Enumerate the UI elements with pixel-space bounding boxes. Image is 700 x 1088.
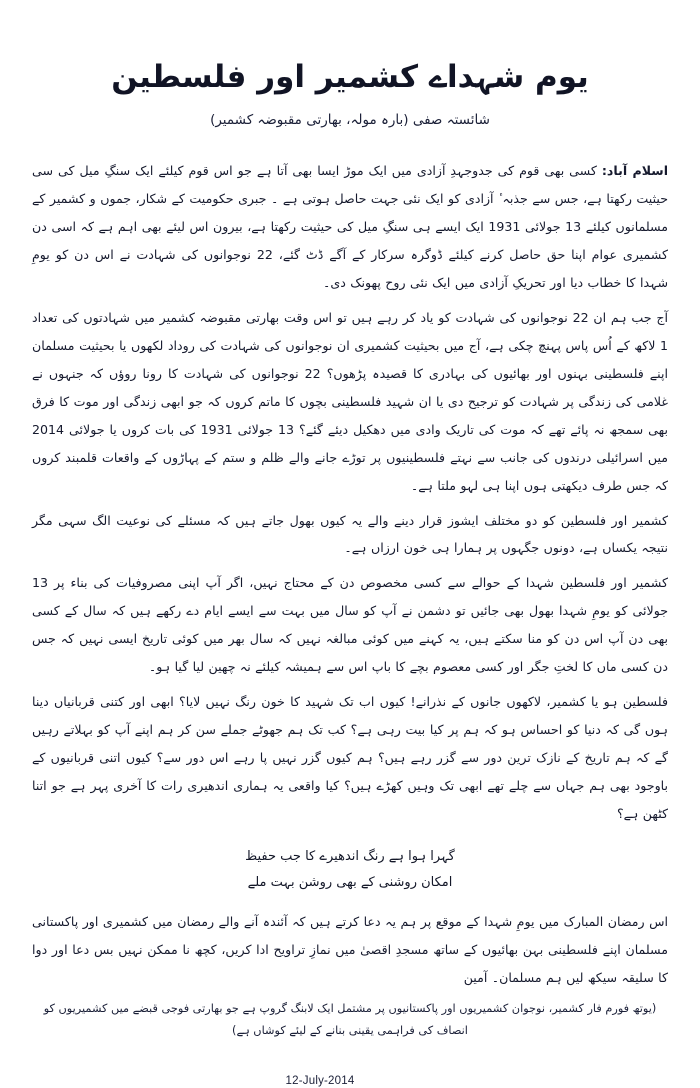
author-byline: شائستہ صفی (بارہ مولہ، بھارتی مقبوضہ کشمیر) — [210, 111, 490, 128]
dateline: اسلام آباد: — [601, 163, 669, 179]
paragraph-text: فلسطین ہو یا کشمیر، لاکھوں جانوں کے نذرانے! کیوں اب تک شہید کا خون رنگ نہیں لایا؟ ابھی اور کتنی قربانیاں دینا ہوں گی کہ دنیا کو احساس ہو کہ ہم پر کیا بیت رہی ہے؟ کب تک ہم جھوٹے جملے سن کر ہم اپنے آپ کو بہلاتے رہیں گے کہ ہم تاریخ کے نازک ترین دور سے گزر رہے ہیں؟ ہم کیوں گزر نہیں پا رہے اس دور سے؟ کیوں اتنی قربانیوں کے باوجود بھی ہم جہاں سے چلے تھے ابھی تک وہیں کھڑے ہیں؟ کیا واقعی یہ ہماری اندھیری رات کا آخری پہر ہے جو اتنا کٹھن ہے؟ — [32, 694, 668, 822]
couplet-line-2: امکان روشنی کے بھی روشن بہت ملے — [247, 875, 453, 891]
paragraph-2 — [32, 304, 668, 500]
paragraph-text: کشمیر اور فلسطین کو دو مختلف ایشوز قرار دینے والے یہ کیوں بھول جاتے ہیں کہ مسئلے کی نوعیت الگ سہی مگر نتیجہ یکساں ہے، دونوں جگہوں پر ہمارا ہی خون ارزاں ہے۔ — [32, 512, 668, 556]
paragraph-text: آج جب ہم ان 22 نوجوانوں کی شہادت کو یاد کر رہے ہیں تو اس وقت بھارتی مقبوضہ کشمیر میں شہادتوں کی تعداد 1 لاکھ کے اُس پاس پہنچ چکی ہے، آج میں بحیثیت کشمیری ان نوجوانوں کی شہادت کی روداد لکھوں یا بحیثیت مسلمان اپنے فلسطینی بہنوں اور بھائیوں کی بہادری کا قصیدہ پڑھوں؟ 22 نوجوانوں کی شہادت کا رونا روؤں کہ جنہوں نے غلامی کی زندگی پر شہادت کو ترجیح دی یا ان شہید فلسطینی بچوں کا ماتم کروں کہ جو ابھی زندگی اور موت کا فرق بھی سمجھ نہ پائے تھے کہ موت کی تاریک وادی میں دھکیل دیئے گئے؟ 13 جولائی 1931 کی بات کروں یا جولائی 2014 میں اسرائیلی درندوں کی جانب سے نہتے فلسطینیوں پر توڑے جانے والے ظلم و ستم کے پہاڑوں کے واقعات قلمبند کروں کہ جس طرف دیکھتی ہوں اپنا ہی لہو ملتا ہے۔ — [32, 309, 668, 493]
paragraph-3 — [32, 507, 668, 563]
closing-text: اس رمضان المبارک میں یومِ شہدا کے موقع پر ہم یہ دعا کرتے ہیں کہ آئندہ آنے والے رمضان میں کشمیری اور پاکستانی مسلمان اپنے فلسطینی بہن بھائیوں کے ساتھ مسجدِ اقصیٰ میں نمازِ تراویح ادا کریں، کچھ نا ممکن نہیں بس دعا اور دوا کا سلیقہ سیکھ لیں ہم مسلمان۔ آمین — [32, 914, 668, 985]
paragraph-4 — [32, 569, 668, 681]
poetry-couplet — [32, 844, 668, 896]
title-block — [32, 54, 668, 131]
article-body — [32, 157, 668, 1088]
paragraph-5 — [32, 688, 668, 828]
footnote: (یوتھ فورم فار کشمیر، نوجوان کشمیریوں اور پاکستانیوں پر مشتمل ایک لابنگ گروپ ہے جو بھارتی فوجی قبضے میں کشمیریوں کو انصاف کی فراہمی یقینی بنانے کے لیئے کوشاں ہے) — [43, 1001, 657, 1038]
closing-paragraph — [32, 908, 668, 992]
paragraph-text: کشمیر اور فلسطین شہدا کے حوالے سے کسی مخصوص دن کے محتاج نہیں، اگر آپ اپنی مصروفیات کی بناء پر 13 جولائی کو یومِ شہدا بھول بھی جائیں تو دشمن نے آپ کو سال میں بہت سے ایسے ایام دے رکھے ہیں کہ سال کے کسی بھی دن آپ اس دن کو منا سکتے ہیں، یہ کہنے میں کوئی مبالغہ نہیں کہ سال بھر میں کوئی تاریخ ایسی نہیں کہ جس دن کسی ماں کا لختِ جگر اور کسی معصوم بچے کا باپ اس سے ہمیشہ کیلئے نہ چھین لیا گیا ہو۔ — [32, 575, 668, 675]
paragraph-1 — [32, 157, 668, 297]
couplet-line-1: گہرا ہوا ہے رنگ اندھیرے کا جب حفیظ — [245, 849, 455, 865]
page-title: یوم شہداے کشمیر اور فلسطین — [111, 59, 589, 95]
date-stamp-row — [32, 1069, 668, 1088]
closing-block — [32, 908, 668, 1043]
publication-date: 12-July-2014 — [285, 1075, 355, 1088]
paragraph-text: کسی بھی قوم کی جدوجہدِ آزادی میں ایک موڑ ایسا بھی آتا ہے جو اس قوم کیلئے ایک سنگِ میل کی سی حیثیت رکھتا ہے، جس سے جذبہ ٔ آزادی کو ایک نئی جہت حاصل ہوتی ہے ۔ جبری حکومیت کے شکار، جموں و کشمیر کے مسلمانوں کیلئے 13 جولائی 1931 ایک ایسے ہی سنگِ میل کی حیثیت رکھتا ہے، بیرون اس لیئے بھی اہم ہے کہ اسی دن کشمیری عوام اپنا حق حاصل کرنے کیلئے ڈوگرہ سرکار کے آگے ڈٹ گئے، 22 نوجوانوں کی شہادت نے اس دن کو یومِ شہدا کا خطاب دیا اور تحریکِ آزادی میں ایک نئی روح پھونک دی۔ — [32, 163, 668, 290]
